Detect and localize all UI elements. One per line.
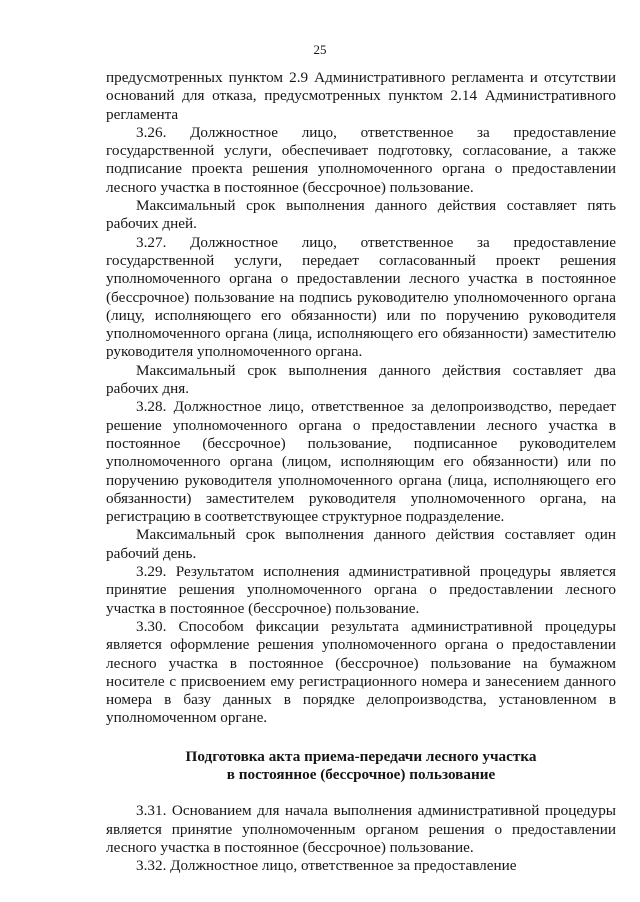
paragraph-3-30: 3.30. Способом фиксации результата административной процедуры является оформление решения уполномоченного органа о предоставлении лесного участка в постоянное (бессрочное) пользование на бумажном носителе с присвоением ему регистрационного номера и занесением данного номера в базу данных в порядке делопроизводства, установленном в уполномоченном органе. — [106, 617, 616, 727]
paragraph-3-27: 3.27. Должностное лицо, ответственное за предоставление государственной услуги, передает согласованный проект решения уполномоченного органа о предоставлении лесного участка в постоянное (бессрочное) пользование на подпись руководителю уполномоченного органа (лицу, исполняющего его обязанности) или по поручению руководителя уполномоченного органа (лица, исполняющего его обязанности) заместителю руководителя уполномоченного органа. — [106, 233, 616, 361]
paragraph-3-31: 3.31. Основанием для начала выполнения административной процедуры является принятие уполномоченным органом решения о предоставлении лесного участка в постоянное (бессрочное) пользование. — [106, 802, 616, 856]
section-heading-line-2: в постоянное (бессрочное) пользование — [226, 765, 496, 783]
page-number: 25 — [313, 42, 327, 57]
paragraph-3-29: 3.29. Результатом исполнения административной процедуры является принятие решения уполномоченного органа о предоставлении лесного участка в постоянное (бессрочное) пользование. — [106, 563, 616, 617]
paragraph-3-26: 3.26. Должностное лицо, ответственное за предоставление государственной услуги, обеспечивает подготовку, согласование, а также подписание проекта решения уполномоченного органа о предоставлении лесного участка в постоянное (бессрочное) пользование. — [106, 123, 616, 196]
section-heading — [106, 748, 616, 785]
paragraph-deadline-3-28: Максимальный срок выполнения данного действия составляет один рабочий день. — [106, 526, 616, 562]
paragraph-continuation: предусмотренных пунктом 2.9 Административного регламента и отсутствии оснований для отказа, предусмотренных пунктом 2.14 Административного регламента — [106, 69, 616, 123]
section-heading-line-1: Подготовка акта приема-передачи лесного участка — [185, 747, 537, 765]
paragraph-deadline-3-26: Максимальный срок выполнения данного действия составляет пять рабочих дней. — [106, 197, 616, 233]
paragraph-3-28: 3.28. Должностное лицо, ответственное за делопроизводство, передает решение уполномоченного органа о предоставлении лесного участка в постоянное (бессрочное) пользование, подписанное руководителем уполномоченного органа (лицом, исполняющим его обязанности) или по поручению руководителя уполномоченного органа (лица, исполняющего его обязанности) заместителем руководителя уполномоченного органа, на регистрацию в соответствующее структурное подразделение. — [106, 398, 616, 526]
paragraph-deadline-3-27: Максимальный срок выполнения данного действия составляет два рабочих дня. — [106, 361, 616, 398]
paragraph-3-32: 3.32. Должностное лицо, ответственное за предоставление — [136, 857, 517, 875]
document-body — [106, 69, 616, 875]
